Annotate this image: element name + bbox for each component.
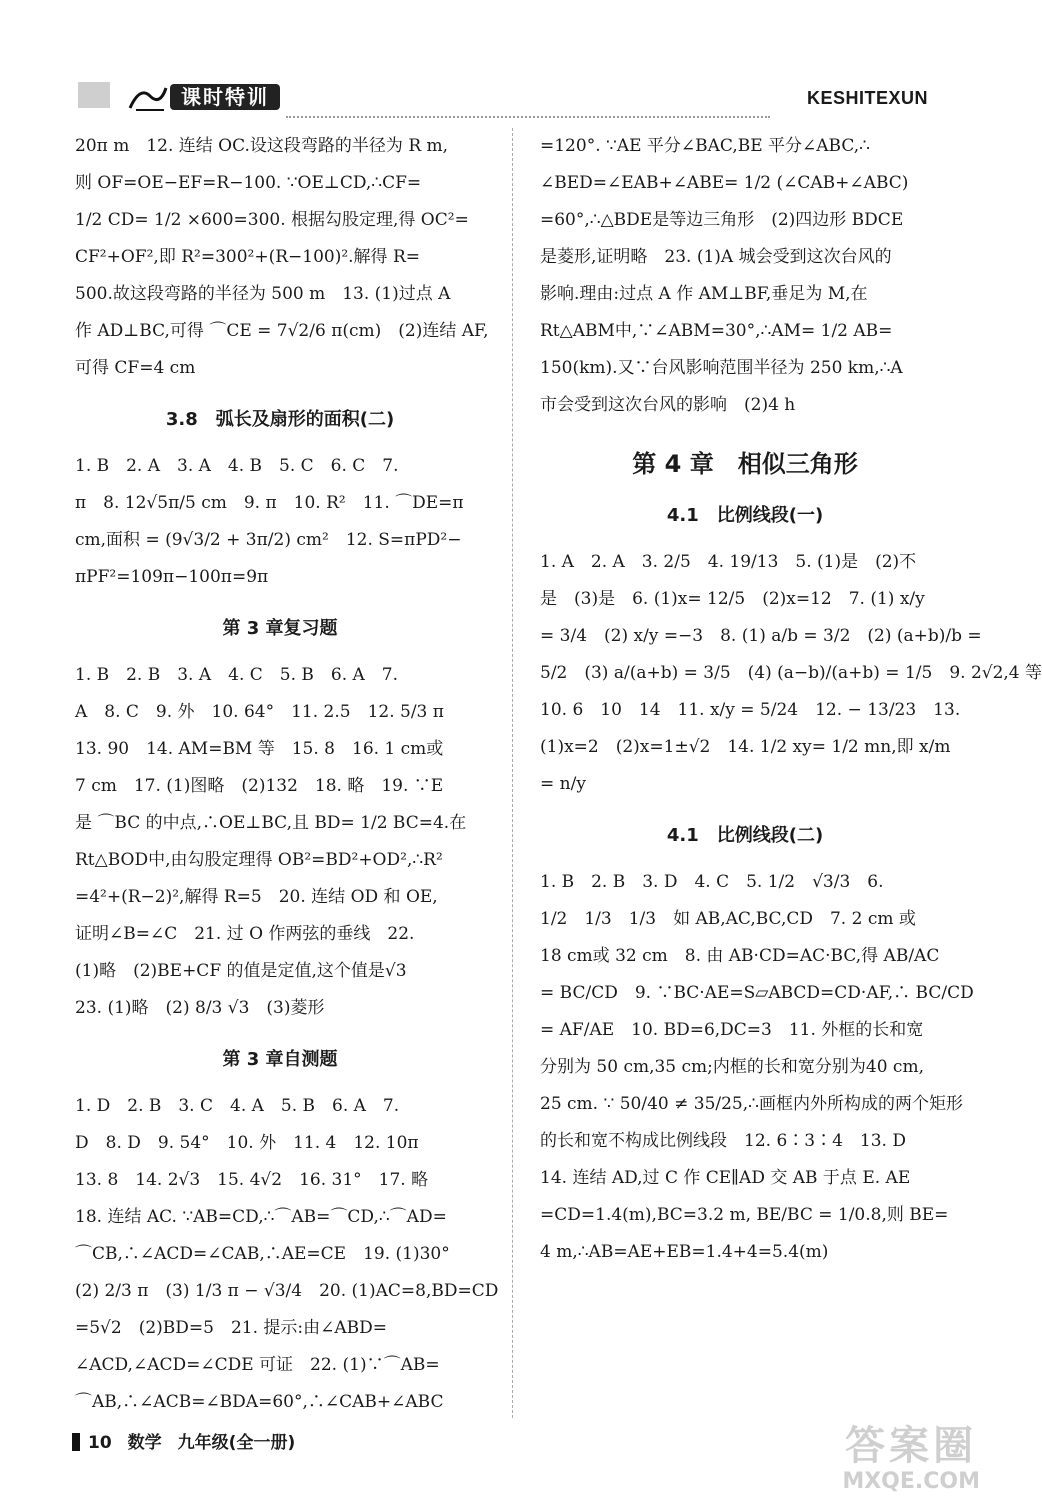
text-line: (1)x=2 (2)x=1±√2 14. 1/2 xy= 1/2 mn,即 x/m bbox=[540, 737, 951, 757]
text-line: 500.故这段弯路的半径为 500 m 13. (1)过点 A bbox=[75, 284, 451, 304]
text-line: 13. 8 14. 2√3 15. 4√2 16. 31° 17. 略 bbox=[75, 1170, 429, 1190]
text-line: 1/2 CD= 1/2 ×600=300. 根据勾股定理,得 OC²= bbox=[75, 210, 469, 230]
text-line: 25 cm. ∵ 50/40 ≠ 35/25,∴画框内外所构成的两个矩形 bbox=[540, 1094, 963, 1114]
text-line: Rt△ABM中,∵∠ABM=30°,∴AM= 1/2 AB= bbox=[540, 321, 893, 341]
text-line: 的长和宽不构成比例线段 12. 6∶3∶4 13. D bbox=[540, 1131, 906, 1151]
text-line: = AF/AE 10. BD=6,DC=3 11. 外框的长和宽 bbox=[540, 1020, 924, 1040]
text-line: 是 ⌒BC 的中点,∴OE⊥BC,且 BD= 1/2 BC=4.在 bbox=[75, 813, 467, 833]
text-line: 7 cm 17. (1)图略 (2)132 18. 略 19. ∵E bbox=[75, 776, 444, 796]
series-logo-text: 课时特训 bbox=[170, 84, 280, 110]
watermark-title: 答案圈 bbox=[845, 1423, 978, 1469]
text-line: π 8. 12√5π/5 cm 9. π 10. R² 11. ⌒DE=π bbox=[75, 493, 464, 513]
page-number: 10 bbox=[88, 1433, 112, 1453]
answers-4-1-part1 bbox=[540, 544, 1042, 803]
section-heading: 第 3 章复习题 bbox=[222, 618, 338, 639]
text-line: A 8. C 9. 外 10. 64° 11. 2.5 12. 5/3 π bbox=[75, 702, 444, 722]
text-line: 14. 连结 AD,过 C 作 CE∥AD 交 AB 于点 E. AE bbox=[540, 1168, 911, 1188]
text-line: = BC/CD 9. ∵BC·AE=S▱ABCD=CD·AF,∴ BC/CD bbox=[540, 983, 974, 1003]
column-divider bbox=[512, 128, 513, 1418]
text-line: (2) 2/3 π (3) 1/3 π − √3/4 20. (1)AC=8,BD=CD bbox=[75, 1281, 499, 1301]
text-line: D 8. D 9. 54° 10. 外 11. 4 12. 10π bbox=[75, 1133, 419, 1153]
text-line: =5√2 (2)BD=5 21. 提示:由∠ABD= bbox=[75, 1318, 388, 1338]
text-line: 1/2 1/3 1/3 如 AB,AC,BC,CD 7. 2 cm 或 bbox=[540, 909, 916, 929]
section-heading: 4.1 比例线段(一) bbox=[666, 505, 824, 526]
text-line: 是 (3)是 6. (1)x= 12/5 (2)x=12 7. (1) x/y bbox=[540, 589, 925, 609]
text-line: =120°. ∵AE 平分∠BAC,BE 平分∠ABC,∴ bbox=[540, 136, 870, 156]
brand-name: KESHITEXUN bbox=[806, 88, 928, 108]
text-line: ⌒AB,∴∠ACB=∠BDA=60°,∴∠CAB+∠ABC bbox=[75, 1392, 444, 1412]
answers-chapter3-selftest bbox=[75, 1088, 499, 1421]
watermark-url: MXQE.COM bbox=[842, 1469, 980, 1494]
right-column bbox=[540, 128, 1042, 1271]
text-line: 1. B 2. B 3. A 4. C 5. B 6. A 7. bbox=[75, 665, 398, 685]
section-heading: 第 3 章自测题 bbox=[222, 1049, 338, 1070]
page-footer bbox=[72, 1428, 311, 1453]
text-line: 影响.理由:过点 A 作 AM⊥BF,垂足为 M,在 bbox=[540, 284, 868, 304]
text-line: ∠BED=∠EAB+∠ABE= 1/2 (∠CAB+∠ABC) bbox=[540, 173, 909, 193]
text-line: 1. D 2. B 3. C 4. A 5. B 6. A 7. bbox=[75, 1096, 400, 1116]
text-line: = 3/4 (2) x/y =−3 8. (1) a/b = 3/2 (2) (a+b)/b = bbox=[540, 626, 982, 646]
text-line: = n/y bbox=[540, 774, 586, 794]
text-line: 5/2 (3) a/(a+b) = 3/5 (4) (a−b)/(a+b) = 1/5 9. 2√2,4 等 bbox=[540, 663, 1042, 683]
answers-3-8 bbox=[75, 448, 485, 596]
section-heading: 3.8 弧长及扇形的面积(二) bbox=[165, 409, 395, 430]
text-line: =60°,∴△BDE是等边三角形 (2)四边形 BDCE bbox=[540, 210, 904, 230]
text-line: 23. (1)略 (2) 8/3 √3 (3)菱形 bbox=[75, 998, 325, 1018]
answers-chapter3-review bbox=[75, 657, 485, 1027]
subject-label: 数学 bbox=[127, 1433, 162, 1453]
text-line: 证明∠B=∠C 21. 过 O 作两弦的垂线 22. bbox=[75, 924, 415, 944]
text-line: (1)略 (2)BE+CF 的值是定值,这个值是√3 bbox=[75, 961, 407, 981]
text-line: ∠ACD,∠ACD=∠CDE 可证 22. (1)∵⌒AB= bbox=[75, 1355, 440, 1375]
pen-swoosh-icon bbox=[128, 82, 168, 112]
watermark-logo bbox=[842, 1424, 980, 1496]
text-line: 10. 6 10 14 11. x/y = 5/24 12. − 13/23 13. bbox=[540, 700, 961, 720]
text-line: 150(km).又∵台风影响范围半径为 250 km,∴A bbox=[540, 358, 903, 378]
text-line: 20π m 12. 连结 OC.设这段弯路的半径为 R m, bbox=[75, 136, 449, 156]
text-line: 可得 CF=4 cm bbox=[75, 358, 196, 378]
page-header bbox=[0, 0, 1000, 125]
text-line: 13. 90 14. AM=BM 等 15. 8 16. 1 cm或 bbox=[75, 739, 444, 759]
text-line: =4²+(R−2)²,解得 R=5 20. 连结 OD 和 OE, bbox=[75, 887, 438, 907]
text-line: 1. B 2. B 3. D 4. C 5. 1/2 √3/3 6. bbox=[540, 872, 884, 892]
text-line: 分别为 50 cm,35 cm;内框的长和宽分别为40 cm, bbox=[540, 1057, 924, 1077]
text-line: 是菱形,证明略 23. (1)A 城会受到这次台风的 bbox=[540, 247, 892, 267]
text-line: =CD=1.4(m),BC=3.2 m, BE/BC = 1/0.8,则 BE= bbox=[540, 1205, 949, 1225]
text-line: ⌒CB,∴∠ACD=∠CAB,∴AE=CE 19. (1)30° bbox=[75, 1244, 450, 1264]
text-line: 1. A 2. A 3. 2/5 4. 19/13 5. (1)是 (2)不 bbox=[540, 552, 917, 572]
left-column bbox=[75, 128, 499, 1421]
text-line: 市会受到这次台风的影响 (2)4 h bbox=[540, 395, 796, 415]
text-line: 4 m,∴AB=AE+EB=1.4+4=5.4(m) bbox=[540, 1242, 829, 1262]
text-line: CF²+OF²,即 R²=300²+(R−100)².解得 R= bbox=[75, 247, 421, 267]
chapter-title: 第 4 章 相似三角形 bbox=[632, 450, 858, 478]
footer-bar bbox=[72, 1433, 80, 1451]
header-rule bbox=[286, 116, 770, 118]
grade-label: 九年级(全一册) bbox=[177, 1433, 296, 1453]
answers-4-1-part2 bbox=[540, 864, 974, 1271]
text-line: 作 AD⊥BC,可得 ⌒CE = 7√2/6 π(cm) (2)连结 AF, bbox=[75, 321, 489, 341]
answers-3-7-continued bbox=[75, 128, 489, 387]
text-line: πPF²=109π−100π=9π bbox=[75, 567, 269, 587]
text-line: 18 cm或 32 cm 8. 由 AB·CD=AC·BC,得 AB/AC bbox=[540, 946, 940, 966]
text-line: 18. 连结 AC. ∵AB=CD,∴⌒AB=⌒CD,∴⌒AD= bbox=[75, 1207, 447, 1227]
answers-selftest-continued bbox=[540, 128, 950, 424]
text-line: Rt△BOD中,由勾股定理得 OB²=BD²+OD²,∴R² bbox=[75, 850, 443, 870]
text-line: 1. B 2. A 3. A 4. B 5. C 6. C 7. bbox=[75, 456, 399, 476]
section-heading: 4.1 比例线段(二) bbox=[666, 825, 824, 846]
text-line: 则 OF=OE−EF=R−100. ∵OE⊥CD,∴CF= bbox=[75, 173, 422, 193]
text-line: cm,面积 = (9√3/2 + 3π/2) cm² 12. S=πPD²− bbox=[75, 530, 462, 550]
logo-graphic bbox=[78, 82, 110, 108]
